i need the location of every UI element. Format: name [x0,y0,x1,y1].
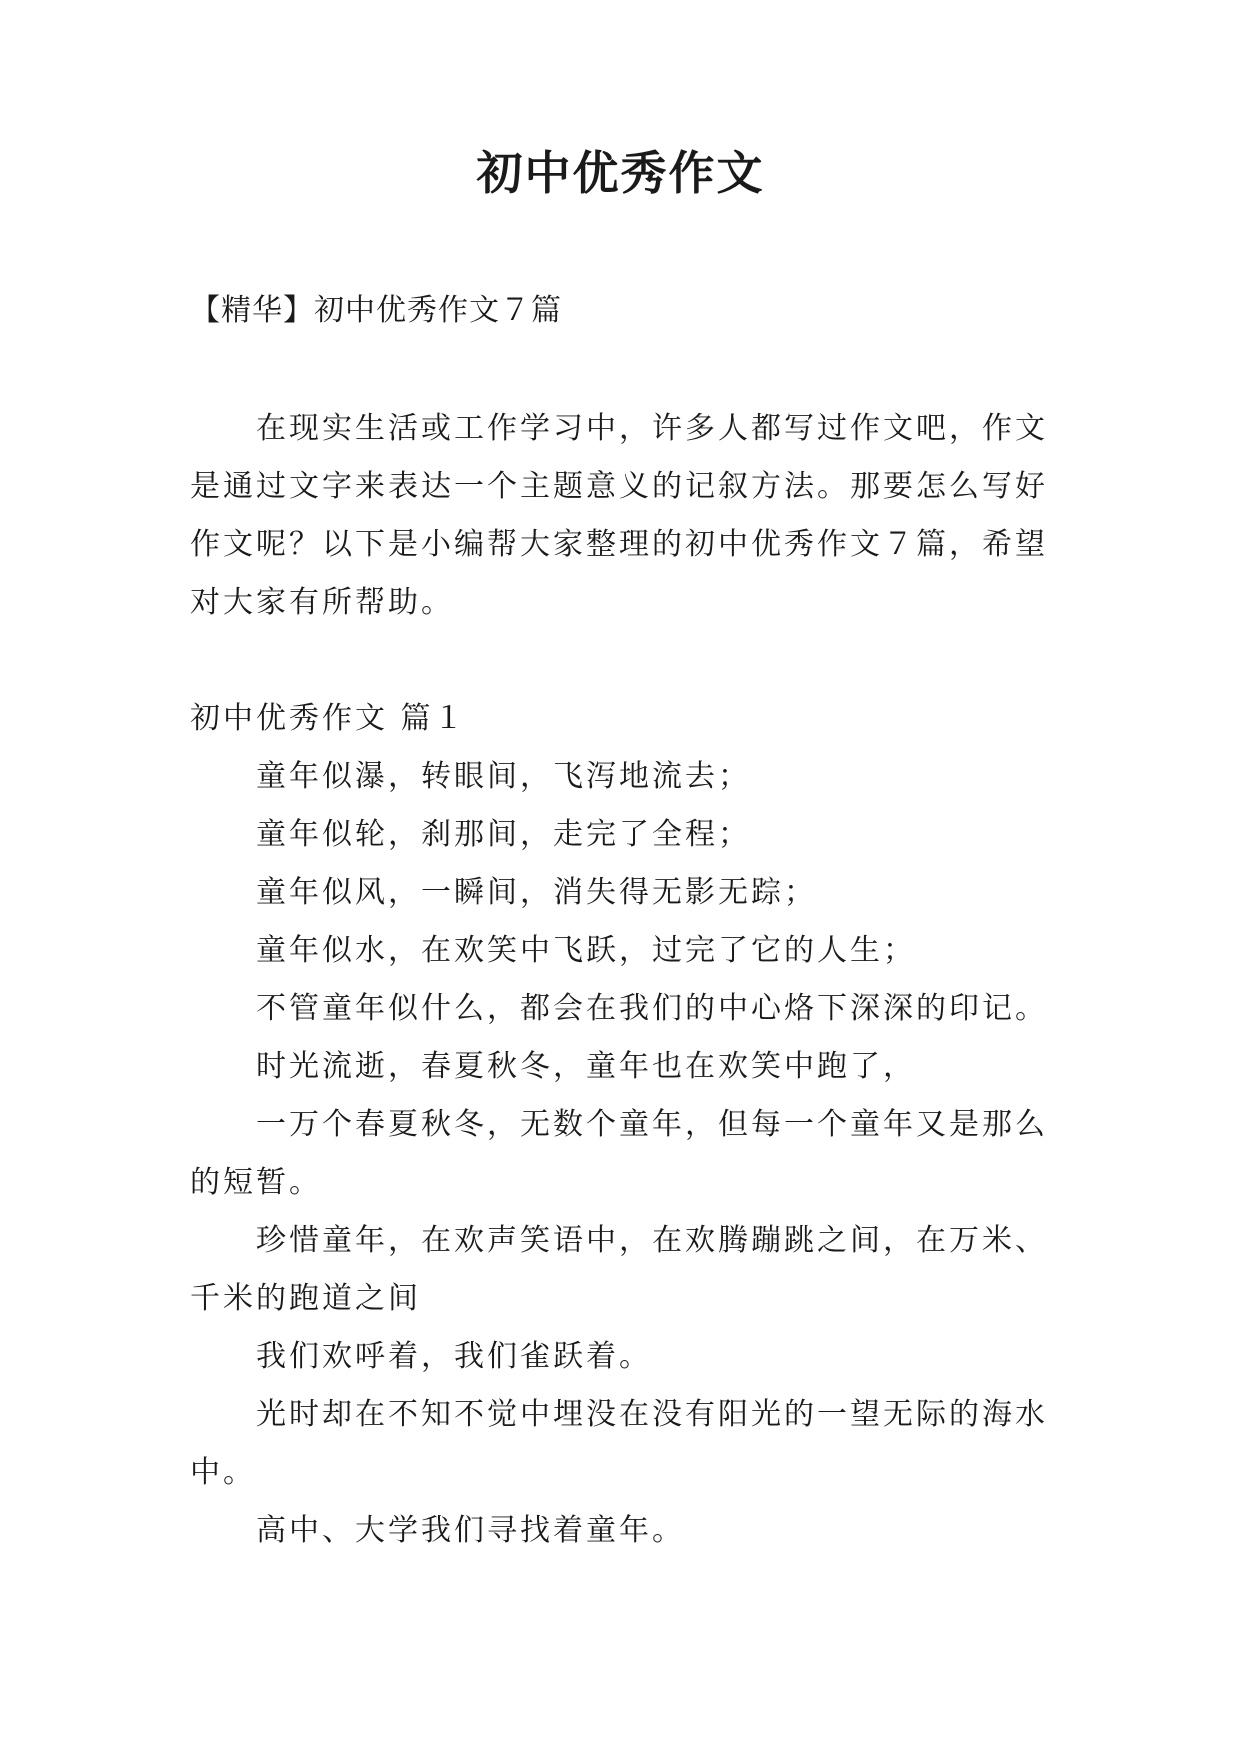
document-title: 初中优秀作文 [476,146,765,200]
body-paragraph: 一万个春夏秋冬，无数个童年，但每一个童年又是那么的短暂。 [190,1107,1048,1200]
section-heading: 初中优秀作文 篇１ [190,701,467,736]
body-paragraph: 时光流逝，春夏秋冬，童年也在欢笑中跑了， [256,1049,916,1084]
intro-paragraph: 在现实生活或工作学习中，许多人都写过作文吧，作文是通过文字来表达一个主题意义的记叙方法。那要怎么写好作文呢？以下是小编帮大家整理的初中优秀作文７篇，希望对大家有所帮助。 [190,411,1048,620]
document-body [190,400,1060,1560]
body-paragraph: 童年似轮，刹那间，走完了全程； [256,817,751,852]
body-paragraph: 光时却在不知不觉中埋没在没有阳光的一望无际的海水中。 [190,1397,1048,1490]
body-paragraph: 我们欢呼着，我们雀跃着。 [256,1339,652,1374]
document-subtitle: 【精华】初中优秀作文７篇 [190,293,562,328]
body-paragraph: 童年似瀑，转眼间，飞泻地流去； [256,759,751,794]
body-paragraph: 高中、大学我们寻找着童年。 [256,1513,685,1548]
body-paragraph: 珍惜童年，在欢声笑语中，在欢腾蹦跳之间，在万米、千米的跑道之间 [190,1223,1048,1316]
body-paragraph: 童年似水，在欢笑中飞跃，过完了它的人生； [256,933,916,968]
body-paragraph: 不管童年似什么，都会在我们的中心烙下深深的印记。 [256,991,1048,1026]
body-paragraph: 童年似风，一瞬间，消失得无影无踪； [256,875,817,910]
